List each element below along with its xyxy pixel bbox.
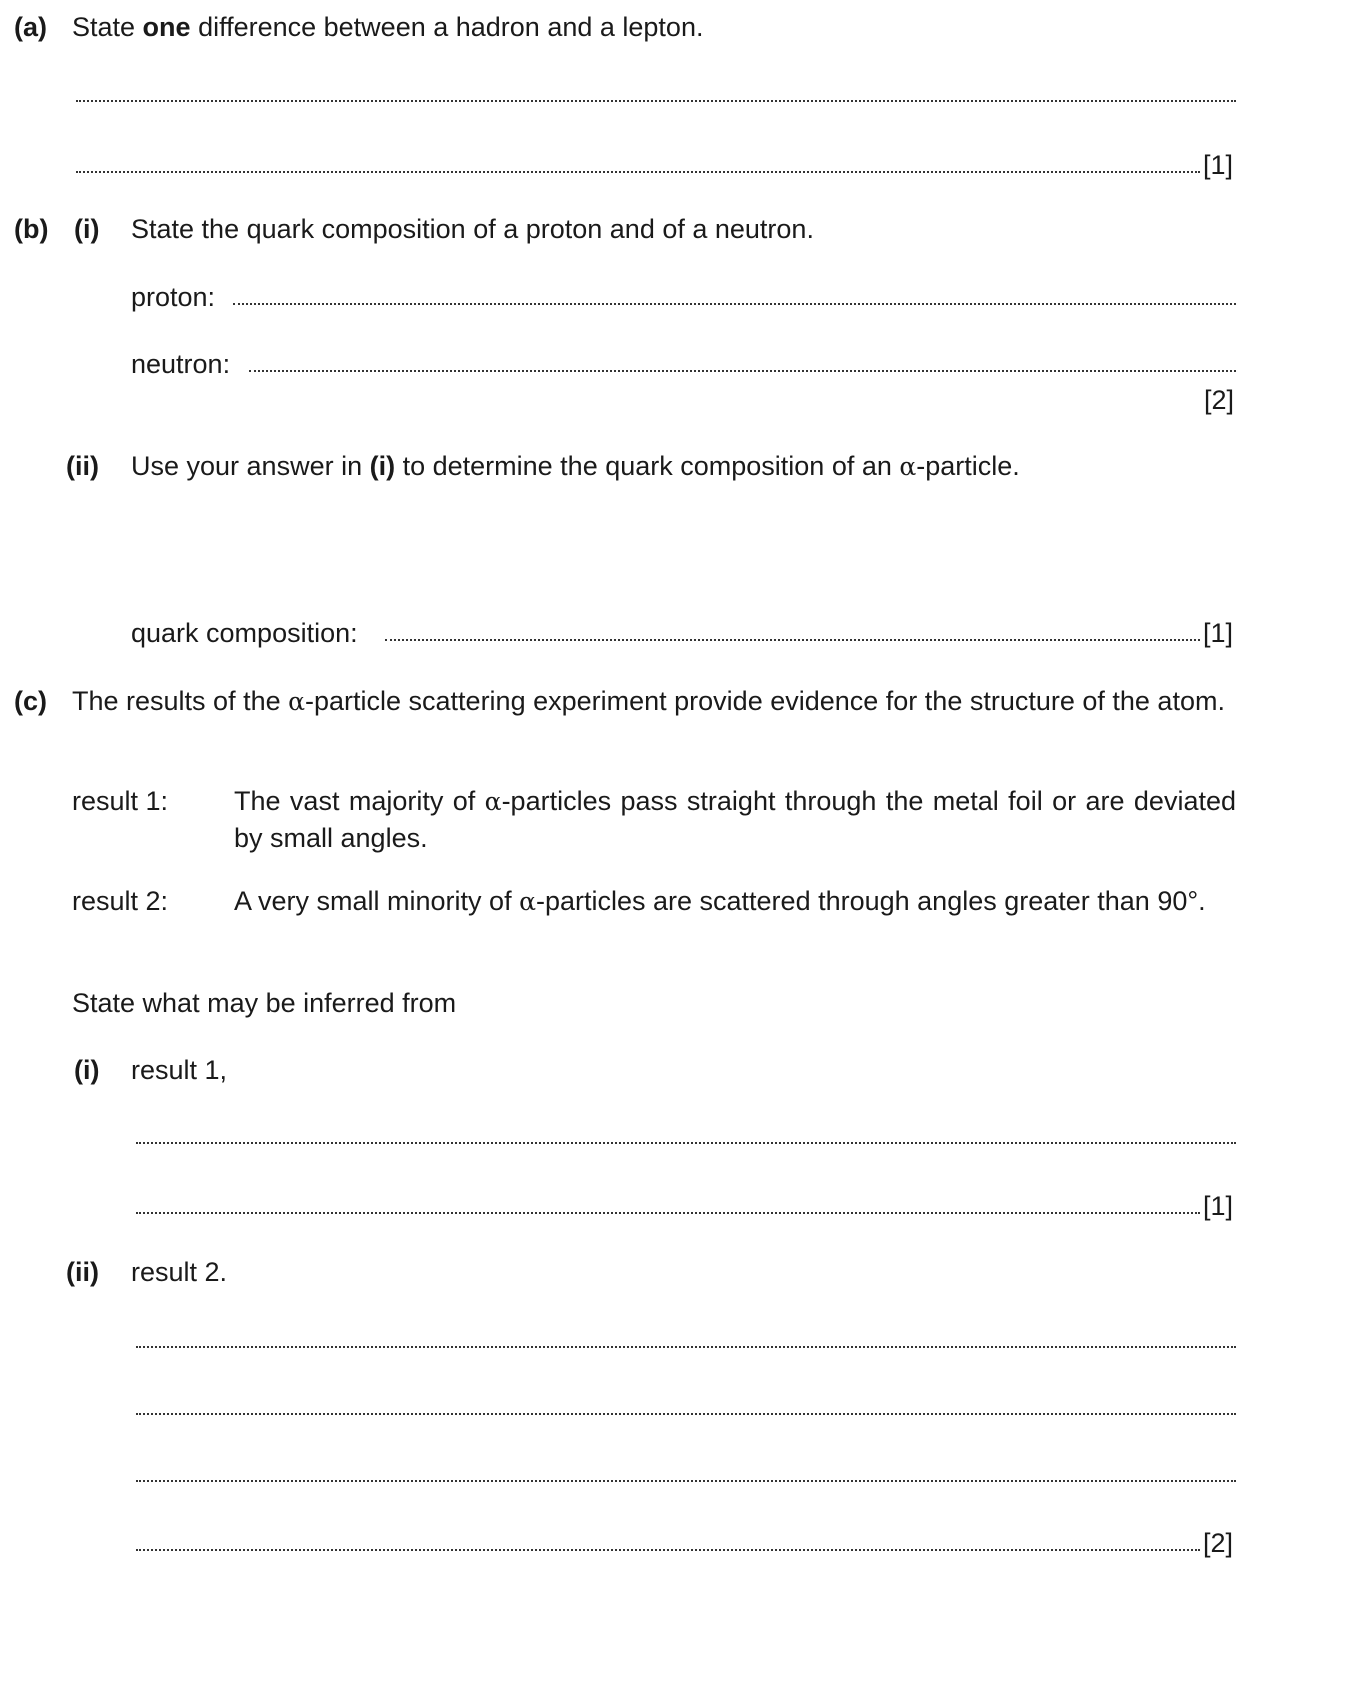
part-a-text-before: State — [72, 12, 143, 42]
mark-b-ii: [1] — [1203, 618, 1234, 648]
answer-line-c-ii-2[interactable] — [136, 1413, 1236, 1415]
alpha-symbol: α — [899, 452, 917, 481]
part-b-ii-text-after-2: -particle. — [916, 451, 1020, 481]
neutron-answer-line[interactable] — [249, 370, 1236, 372]
mark-c-i: [1] — [1203, 1191, 1234, 1221]
result-1-text-1: The vast majority of — [234, 786, 485, 816]
part-c-ii-text: result 2. — [131, 1257, 228, 1287]
answer-line-c-i-2[interactable] — [136, 1212, 1200, 1214]
result-2-text — [234, 883, 1236, 920]
part-b-label: (b) — [14, 214, 49, 244]
part-b-ii-text-bold: (i) — [369, 451, 396, 481]
part-c-intro-1: The results of the — [72, 686, 289, 716]
part-b-ii-text-after-1: to determine the quark composition of an — [395, 451, 900, 481]
part-a-text-bold: one — [142, 12, 191, 42]
part-c-intro — [72, 683, 1236, 720]
alpha-symbol: α — [288, 687, 305, 716]
part-b-ii-text-before: Use your answer in — [131, 451, 370, 481]
neutron-label: neutron: — [131, 349, 231, 379]
part-c-i-text: result 1, — [131, 1055, 228, 1085]
alpha-symbol: α — [519, 887, 536, 916]
part-a-text-after: difference between a hadron and a lepton. — [190, 12, 704, 42]
quark-composition-label: quark composition: — [131, 618, 358, 648]
answer-line-c-ii-4[interactable] — [136, 1549, 1200, 1551]
part-c-i-label: (i) — [74, 1055, 100, 1085]
result-1-label: result 1: — [72, 786, 169, 816]
part-a-label: (a) — [14, 12, 47, 42]
answer-line-a-2[interactable] — [76, 171, 1200, 173]
answer-line-c-ii-3[interactable] — [136, 1480, 1236, 1482]
mark-c-ii: [2] — [1203, 1528, 1234, 1558]
alpha-symbol: α — [484, 787, 502, 816]
part-b-ii-question — [131, 451, 1020, 482]
part-a-question — [72, 12, 703, 43]
answer-line-a-1[interactable] — [76, 100, 1236, 102]
result-1-text-2: -particles pass straight through the metal foil or are deviated by small angles. — [234, 786, 1236, 853]
result-1-text — [234, 783, 1236, 856]
proton-answer-line[interactable] — [233, 303, 1236, 305]
part-c-intro-2: -particle scattering experiment provide evidence for the structure of the atom. — [305, 686, 1225, 716]
part-b-ii-label: (ii) — [66, 451, 99, 481]
part-b-i-question: State the quark composition of a proton and of a neutron. — [131, 214, 814, 244]
result-2-label: result 2: — [72, 886, 169, 916]
result-2-text-2: -particles are scattered through angles greater than 90°. — [535, 886, 1206, 916]
part-c-ii-label: (ii) — [66, 1257, 99, 1287]
part-c-label: (c) — [14, 686, 47, 716]
answer-line-c-ii-1[interactable] — [136, 1346, 1236, 1348]
result-2-text-1: A very small minority of — [234, 886, 520, 916]
quark-composition-answer-line[interactable] — [385, 639, 1200, 641]
answer-line-c-i-1[interactable] — [136, 1142, 1236, 1144]
part-c-prompt: State what may be inferred from — [72, 988, 457, 1018]
mark-a: [1] — [1203, 150, 1234, 180]
part-b-i-label: (i) — [74, 214, 100, 244]
proton-label: proton: — [131, 282, 216, 312]
mark-b-i: [2] — [1204, 385, 1235, 415]
